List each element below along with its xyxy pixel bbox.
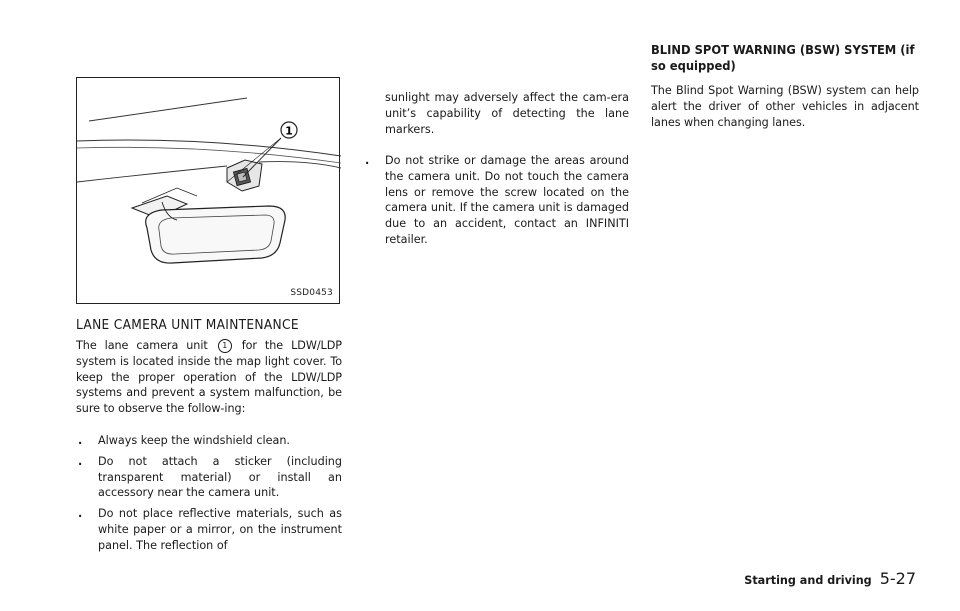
list-item xyxy=(76,433,342,449)
page-footer xyxy=(744,569,916,588)
bsw-paragraph: The Blind Spot Warning (BSW) system can help alert the driver of other vehicles in adjacent lanes when changing lanes. xyxy=(651,84,919,129)
list-item xyxy=(76,454,342,501)
bullet-icon: . xyxy=(365,154,370,167)
maintenance-list xyxy=(76,433,342,559)
bullet-icon: . xyxy=(78,434,83,447)
callout-1-icon: 1 xyxy=(218,339,232,353)
bsw-heading: BLIND SPOT WARNING (BSW) SYSTEM (if so equipped) xyxy=(651,43,915,74)
bullet-text: Do not place reflective materials, such as white paper or a mirror, on the instrument panel. The reflection of xyxy=(98,507,342,552)
intro-after: for the LDW/LDP system is located inside the map light cover. To keep the proper operation of the LDW/LDP systems and prevent a system malfunction, be sure to observe the follow-ing: xyxy=(76,339,343,416)
camera-unit-figure xyxy=(76,77,340,304)
continued-text: sunlight may adversely affect the cam-era unit’s capability of detecting the lane markers. xyxy=(385,91,629,136)
bullet-text: Do not strike or damage the areas around the camera unit. Do not touch the camera lens or remove the screw located on the camera unit. If the camera unit is damaged due to an accident, contact an INFINITI retailer. xyxy=(385,154,629,246)
figure-callout-label: 1 xyxy=(285,124,293,138)
bullet-icon: . xyxy=(78,507,83,521)
footer-section: Starting and driving xyxy=(744,574,872,587)
maintenance-list-continued xyxy=(363,153,629,253)
list-item xyxy=(76,506,342,553)
list-item xyxy=(363,153,629,248)
figure-code: SSD0453 xyxy=(290,288,333,298)
lane-camera-heading: LANE CAMERA UNIT MAINTENANCE xyxy=(76,317,299,333)
bullet-text: Do not attach a sticker (including transparent material) or install an accessory near the camera unit. xyxy=(98,454,342,500)
page-number: 5-27 xyxy=(879,569,916,588)
lane-intro-paragraph xyxy=(76,338,342,417)
intro-before: The lane camera unit xyxy=(76,339,216,352)
bullet-icon: . xyxy=(78,454,83,468)
camera-illustration xyxy=(77,78,341,305)
bullet-text: Always keep the windshield clean. xyxy=(98,434,290,447)
